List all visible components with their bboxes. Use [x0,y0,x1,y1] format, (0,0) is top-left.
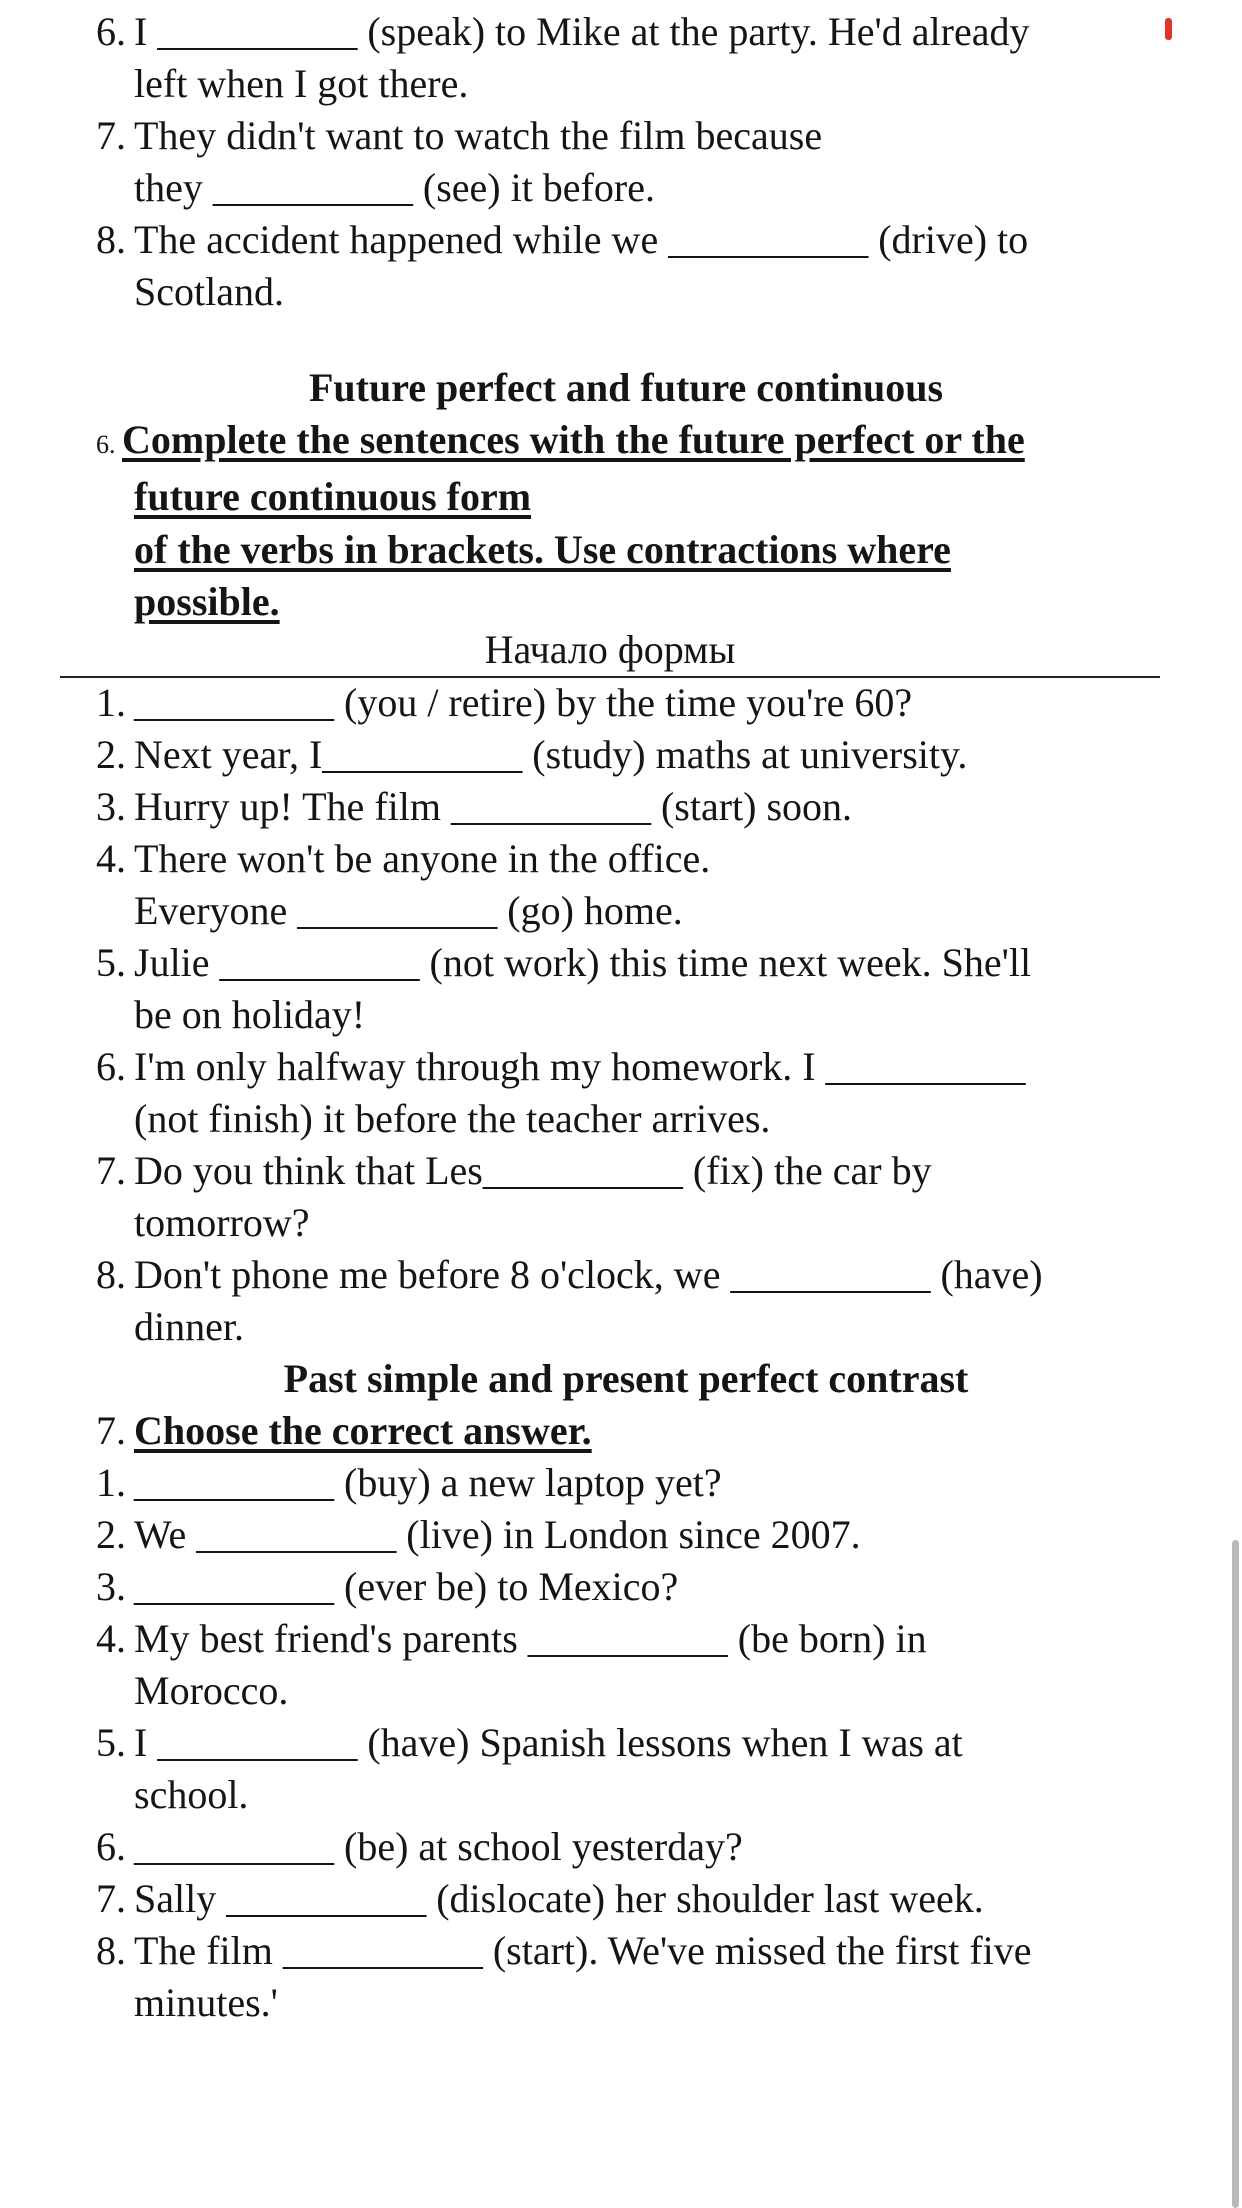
item-text-continued: they __________ (see) it before. [134,165,655,211]
instruction-line: of the verbs in brackets. Use contractions where [134,526,951,572]
list-item [96,214,1156,319]
item-text: __________ (buy) a new laptop yet? [134,1460,722,1505]
exercise-instruction [96,414,1156,629]
item-text: Sally __________ (dislocate) her shoulder last week. [134,1876,984,1921]
item-number: 4. [96,836,126,881]
section-heading: Future perfect and future continuous [308,365,944,410]
item-number: 5. [96,1720,126,1765]
list-item [96,110,1156,215]
item-text: Hurry up! The film __________ (start) soon. [134,784,853,829]
item-number: 4. [96,1616,126,1661]
list-item [96,1249,1156,1354]
item-number: 6. [96,9,126,54]
item-text-continued: Morocco. [134,1668,289,1714]
item-text: There won't be anyone in the office. [134,836,711,881]
item-number: 7. [96,1148,126,1193]
list-item [96,677,1156,729]
section-heading: Past simple and present perfect contrast [283,1356,969,1401]
instruction-line: Choose the correct answer. [134,1408,592,1453]
item-text: I'm only halfway through my homework. I __________ [134,1044,1026,1089]
exercise-number: 7. [96,1408,126,1453]
list-item [96,1509,1156,1561]
list-item [96,1041,1156,1146]
list-item [96,1145,1156,1250]
item-number: 8. [96,1252,126,1297]
item-text-continued: Scotland. [134,269,284,315]
list-item [96,1613,1156,1718]
item-number: 1. [96,680,126,725]
item-number: 7. [96,1876,126,1921]
list-item [96,937,1156,1042]
item-text-continued: Everyone __________ (go) home. [134,888,683,934]
item-number: 1. [96,1460,126,1505]
item-number: 2. [96,732,126,777]
item-text: Next year, I__________ (study) maths at university. [134,732,968,777]
item-text: I __________ (have) Spanish lessons when I was at [134,1720,963,1765]
item-text: __________ (be) at school yesterday? [134,1824,743,1869]
item-text: The accident happened while we __________ (drive) to [134,217,1029,262]
item-text-continued: left when I got there. [134,61,469,107]
list-item [96,1821,1156,1873]
item-text: The film __________ (start). We've missed the first five [134,1928,1032,1973]
item-text: Julie __________ (not work) this time next week. She'll [134,940,1032,985]
list-item [96,1873,1156,1925]
form-start-divider: Начало формы [60,624,1160,678]
item-text: __________ (you / retire) by the time you're 60? [134,680,913,725]
item-number: 8. [96,217,126,262]
item-text-continued: minutes.' [134,1980,278,2026]
item-number: 6. [96,1044,126,1089]
exercise-instruction [96,1405,1156,1457]
item-text: Do you think that Les__________ (fix) the car by [134,1148,932,1193]
item-number: 6. [96,1824,126,1869]
exercise-number: 6. [96,430,116,459]
item-number: 5. [96,940,126,985]
item-number: 8. [96,1928,126,1973]
list-item [96,729,1156,781]
item-text-continued: dinner. [134,1304,244,1350]
item-number: 3. [96,1564,126,1609]
list-item [96,1717,1156,1822]
list-item [96,833,1156,938]
instruction-line: Complete the sentences with the future perfect or the [122,417,1025,462]
recording-indicator [1165,18,1172,40]
item-number: 2. [96,1512,126,1557]
item-text-continued: (not finish) it before the teacher arrives. [134,1096,771,1142]
item-text: We __________ (live) in London since 2007. [134,1512,861,1557]
item-number: 7. [96,113,126,158]
item-text-continued: be on holiday! [134,992,366,1038]
item-text: My best friend's parents __________ (be born) in [134,1616,927,1661]
list-item [96,781,1156,833]
vertical-scrollbar[interactable] [1232,1540,1239,2208]
item-text: They didn't want to watch the film because [134,113,823,158]
item-text: __________ (ever be) to Mexico? [134,1564,679,1609]
item-number: 3. [96,784,126,829]
list-item [96,1561,1156,1613]
list-item [96,6,1156,111]
item-text-continued: school. [134,1772,249,1818]
item-text: Don't phone me before 8 o'clock, we __________ (have) [134,1252,1043,1297]
list-item [96,1925,1156,2030]
item-text-continued: tomorrow? [134,1200,310,1246]
instruction-line: possible. [134,579,280,625]
instruction-line: future continuous form [134,474,532,520]
item-text: I __________ (speak) to Mike at the party. He'd already [134,9,1030,54]
list-item [96,1457,1156,1509]
